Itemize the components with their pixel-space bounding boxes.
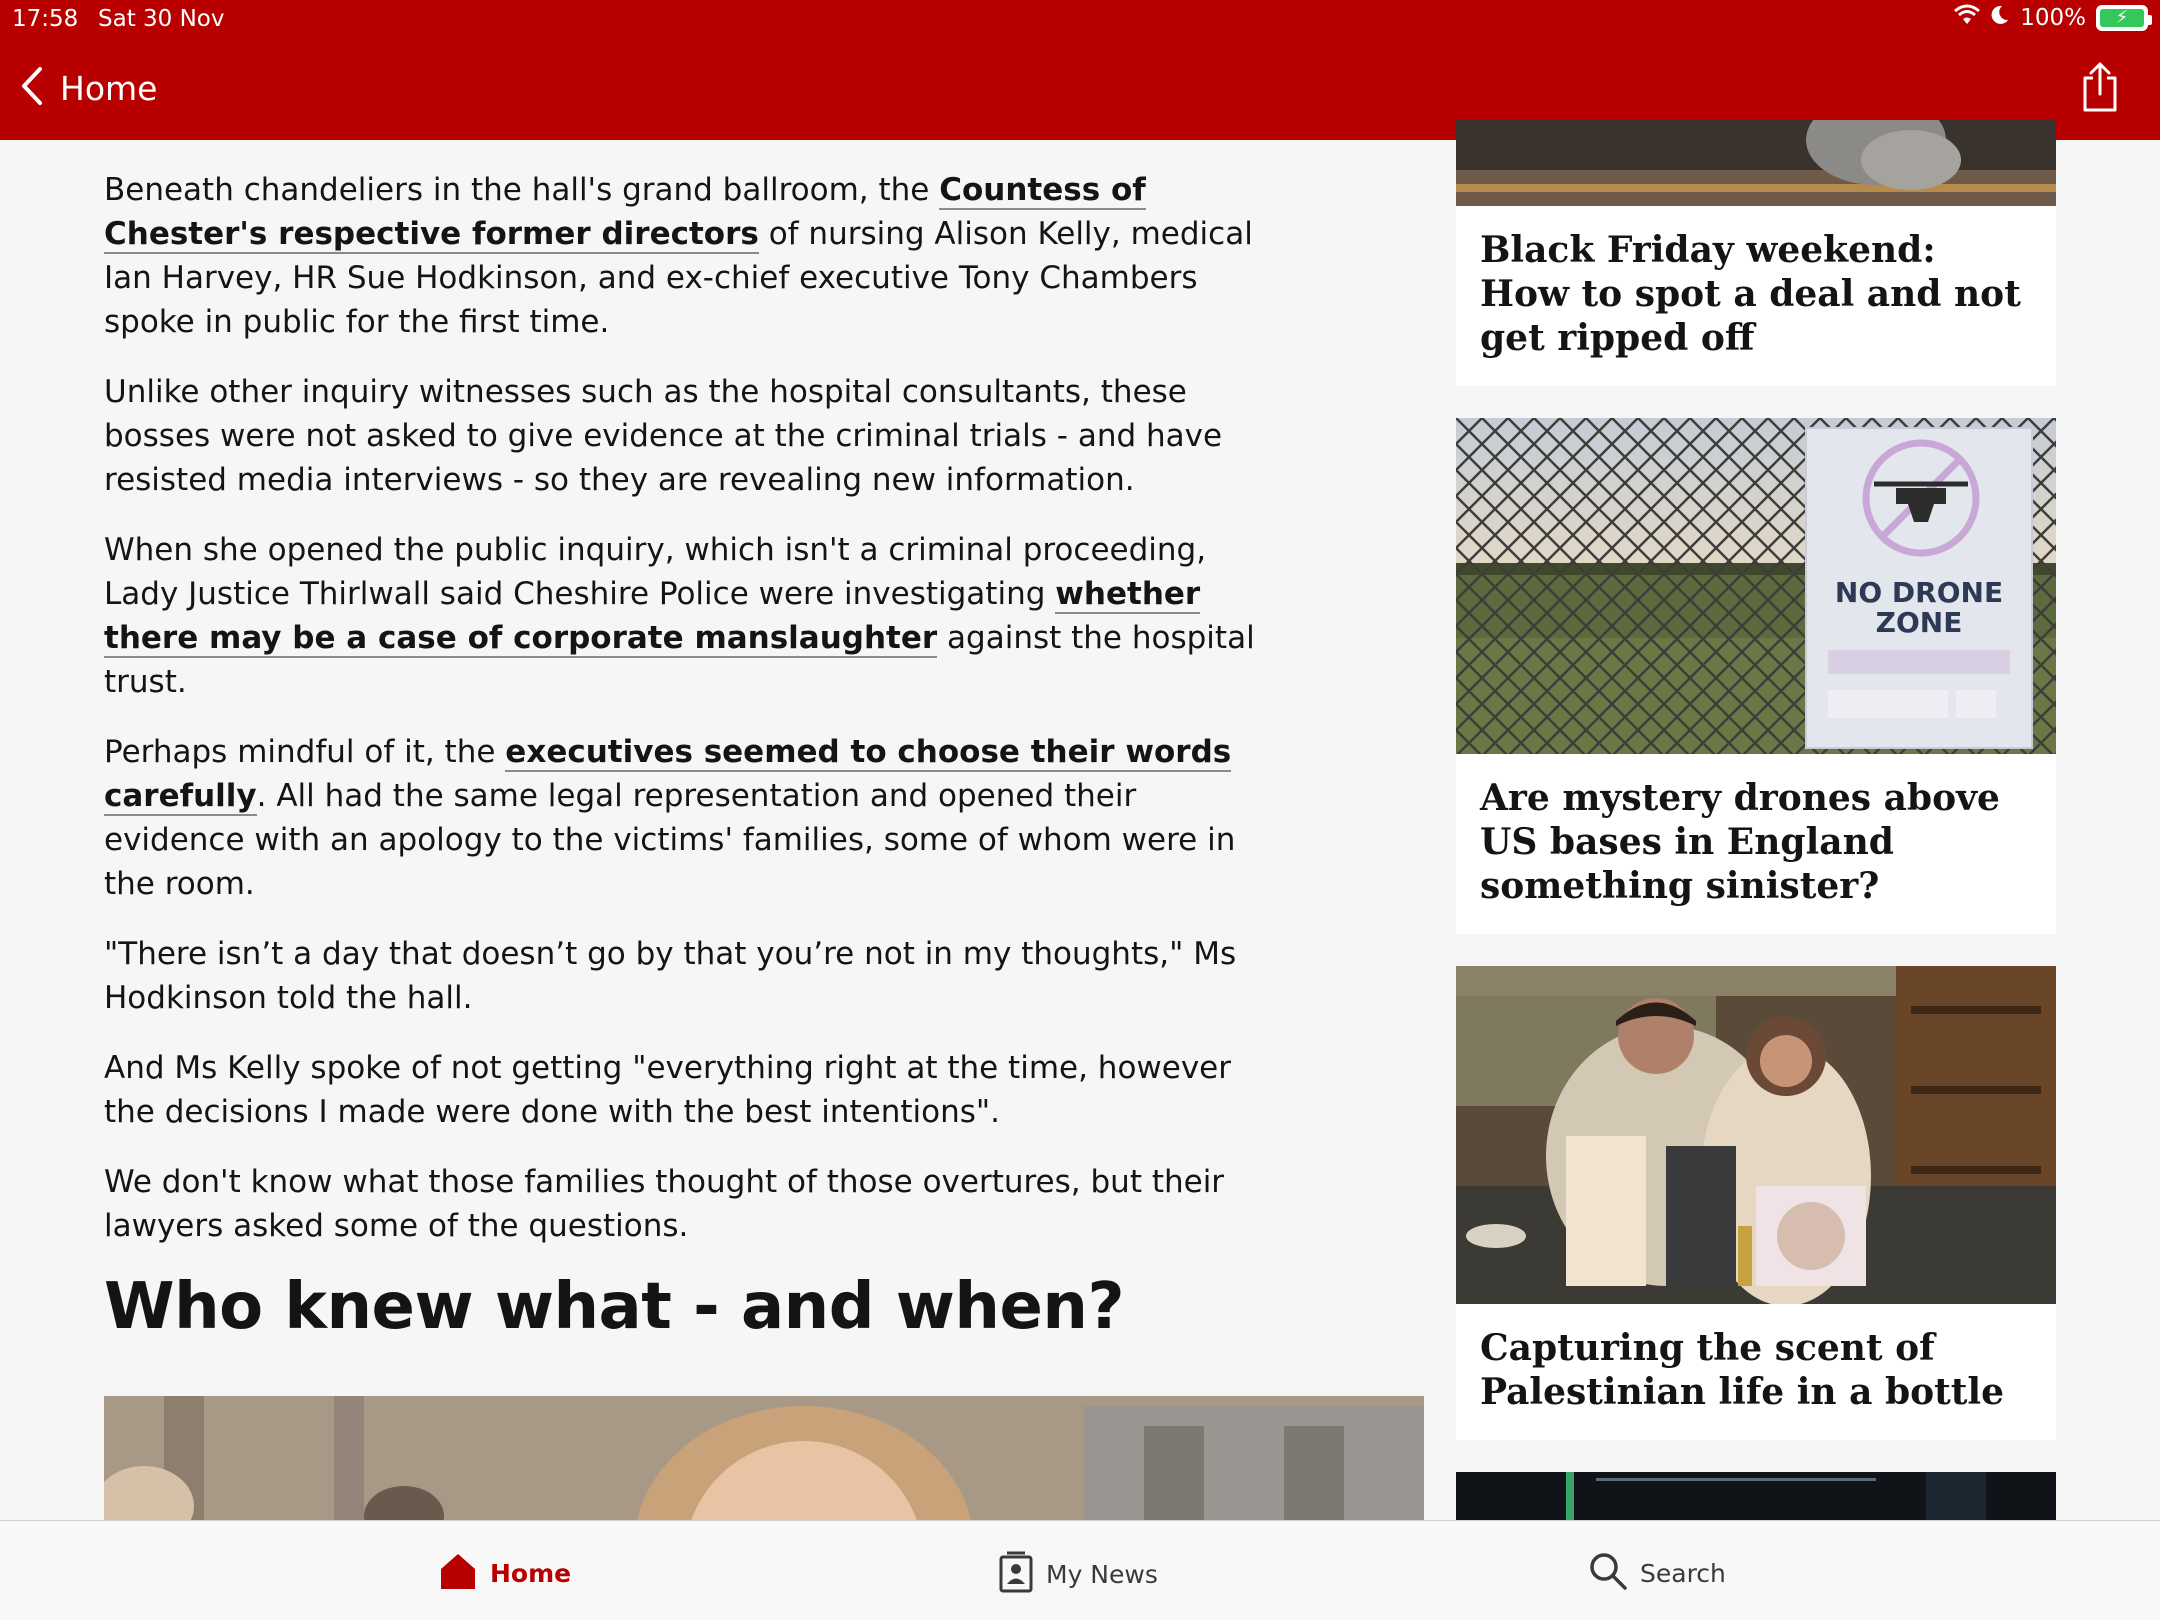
story-card[interactable] xyxy=(1456,418,2056,934)
article-body xyxy=(104,140,1424,1248)
story-thumbnail xyxy=(1456,966,2056,1304)
tab-search[interactable] xyxy=(1588,1551,1726,1595)
sign-text-line2: ZONE xyxy=(1875,606,1963,639)
story-title: Black Friday weekend: How to spot a deal and not get ripped off xyxy=(1480,229,2021,359)
story-card[interactable] xyxy=(1456,1472,2056,1520)
article-paragraph: "There isn’t a day that doesn’t go by that you’re not in my thoughts," Ms Hodkinson told the hall. xyxy=(104,936,1237,1016)
back-label: Home xyxy=(60,68,158,108)
story-title: Capturing the scent of Palestinian life in a bottle xyxy=(1480,1327,2005,1413)
article-paragraph: We don't know what those families thought of those overtures, but their lawyers asked some of the questions. xyxy=(104,1164,1225,1244)
tab-home-label: Home xyxy=(490,1558,572,1588)
story-card[interactable] xyxy=(1456,120,2056,386)
article-link[interactable]: Countess of Chester's respective former directors xyxy=(104,172,1146,252)
story-title: Are mystery drones above US bases in England something sinister? xyxy=(1480,777,2000,907)
battery-icon: ⚡ xyxy=(2096,5,2148,31)
article-photo xyxy=(104,1396,1424,1520)
home-icon xyxy=(438,1551,478,1595)
story-thumbnail xyxy=(1456,120,2056,206)
status-bar xyxy=(0,0,2160,40)
story-thumbnail xyxy=(1456,1472,2056,1520)
story-thumbnail xyxy=(1456,418,2056,754)
article-link[interactable]: whether there may be a case of corporate manslaughter xyxy=(104,576,1201,656)
article-paragraph: Perhaps mindful of it, the executives seemed to choose their words carefully. All had the same legal representation and opened their evidence with an apology to the victims' families, some of whom were in the room. xyxy=(104,734,1236,902)
article-paragraph: When she opened the public inquiry, which isn't a criminal proceeding, Lady Justice Thirlwall said Cheshire Police were investigating whether there may be a case of corporate manslaughter against the hospital trust. xyxy=(104,532,1255,700)
sign-text-line1: NO DRONE xyxy=(1834,576,2004,609)
wifi-icon xyxy=(1954,4,1980,32)
search-icon xyxy=(1588,1551,1628,1595)
tab-search-label: Search xyxy=(1640,1558,1726,1588)
status-date: Sat 30 Nov xyxy=(98,6,225,32)
tab-bar xyxy=(0,1520,2160,1620)
article-subheading: Who knew what - and when? xyxy=(104,1270,1125,1344)
tab-my-news[interactable] xyxy=(998,1551,1158,1597)
my-news-icon xyxy=(998,1551,1034,1597)
chevron-left-icon xyxy=(20,66,44,110)
article-paragraph: And Ms Kelly spoke of not getting "everything right at the time, however the decisions I made were done with the best intentions". xyxy=(104,1050,1232,1130)
share-button[interactable] xyxy=(2080,62,2120,118)
story-card[interactable] xyxy=(1456,966,2056,1440)
battery-percent: 100% xyxy=(2020,5,2086,31)
share-icon xyxy=(2080,99,2120,118)
article-paragraph: Beneath chandeliers in the hall's grand ballroom, the Countess of Chester's respective former directors of nursing Alison Kelly, medical Ian Harvey, HR Sue Hodkinson, and ex-chief executive Tony Chambers spoke in public for the first time. xyxy=(104,172,1253,340)
article-link[interactable]: executives seemed to choose their words carefully xyxy=(104,734,1232,814)
tab-home[interactable] xyxy=(438,1551,571,1595)
navigation-bar xyxy=(0,60,2160,120)
back-button[interactable] xyxy=(20,66,157,110)
article-paragraph: Unlike other inquiry witnesses such as the hospital consultants, these bosses were not asked to give evidence at the criminal trials - and have resisted media interviews - so they are revealing new information. xyxy=(104,374,1223,498)
status-indicators xyxy=(1954,4,2148,32)
tab-my-news-label: My News xyxy=(1046,1559,1158,1589)
moon-icon xyxy=(1990,4,2010,32)
top-bar xyxy=(0,0,2160,140)
status-time: 17:58 xyxy=(12,6,79,32)
